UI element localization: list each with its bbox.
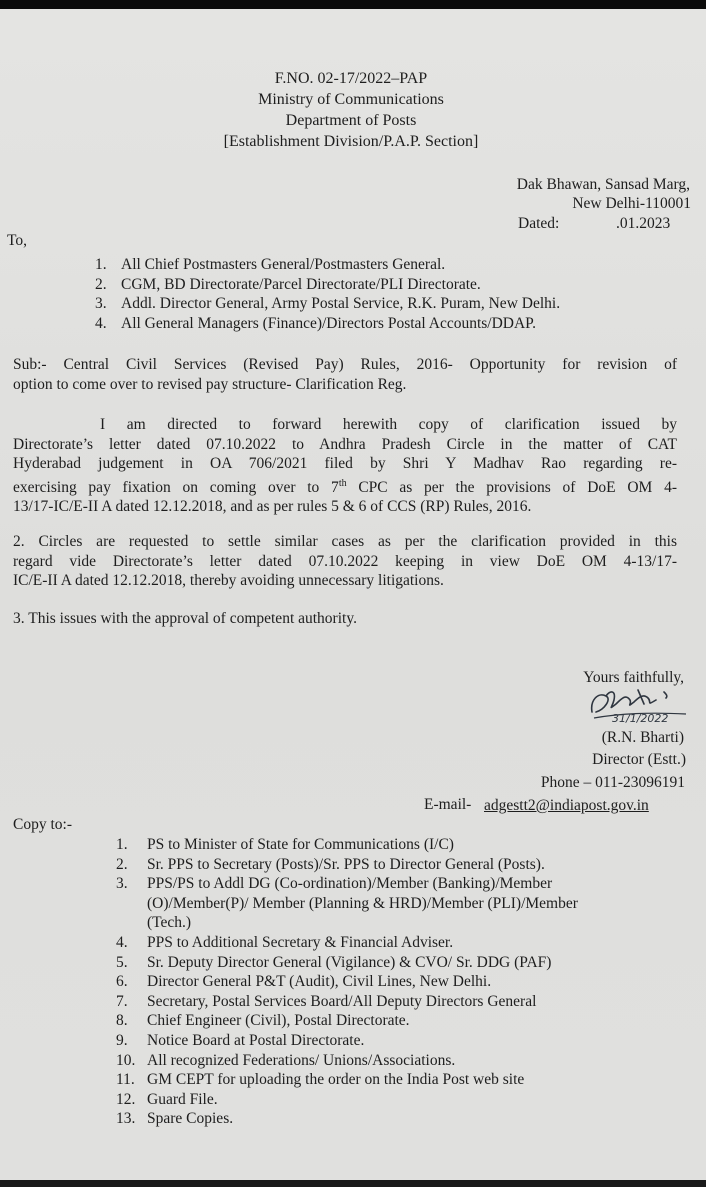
- para1-line-1: I am directed to forward herewith copy of clarification issued by: [100, 416, 677, 433]
- recipient-text: CGM, BD Directorate/Parcel Directorate/PLI Directorate.: [121, 275, 481, 293]
- division-name: [Establishment Division/P.A.P. Section]: [223, 133, 479, 150]
- body-paragraph-3: 3. This issues with the approval of competent authority.: [13, 610, 357, 627]
- address-line-1: Dak Bhawan, Sansad Marg,: [516, 176, 690, 193]
- recipient-number: 4.: [95, 314, 107, 332]
- copy-to-text: (Tech.): [147, 914, 192, 932]
- copy-to-number: 5.: [116, 953, 128, 971]
- department-name: Department of Posts: [285, 112, 417, 129]
- copy-to-number: 13.: [116, 1110, 136, 1128]
- copy-to-number: 4.: [116, 933, 128, 951]
- copy-to-label: Copy to:-: [13, 816, 72, 833]
- ministry-name: Ministry of Communications: [258, 91, 444, 108]
- to-label: To,: [7, 232, 28, 249]
- dated-value: .01.2023: [616, 215, 671, 232]
- recipient-text: All Chief Postmasters General/Postmasters General.: [121, 256, 446, 273]
- recipient-item: [95, 276, 560, 296]
- closing: Yours faithfully,: [583, 669, 684, 686]
- copy-to-text: Notice Board at Postal Directorate.: [147, 1031, 365, 1049]
- copy-to-item: [116, 954, 578, 974]
- copy-to-text: Spare Copies.: [147, 1110, 234, 1128]
- recipient-text: All General Managers (Finance)/Directors Postal Accounts/DDAP.: [121, 314, 536, 332]
- copy-to-text: (O)/Member(P)/ Member (Planning & HRD)/Member (PLI)/Member: [147, 894, 578, 912]
- subject-line-2: option to come over to revised pay structure- Clarification Reg.: [13, 375, 407, 393]
- body-paragraph-1: [13, 415, 677, 517]
- phone: Phone – 011-23096191: [540, 774, 685, 791]
- copy-to-item: [116, 1091, 578, 1111]
- copy-to-item: [116, 836, 578, 856]
- copy-to-number: 9.: [116, 1031, 128, 1049]
- copy-to-item: [116, 1071, 578, 1091]
- copy-to-number: 7.: [116, 992, 128, 1010]
- para1-line-4a: exercising pay fixation on coming over to 7: [13, 478, 339, 496]
- recipient-number: 3.: [95, 295, 107, 312]
- recipient-number: 2.: [95, 275, 107, 293]
- body-paragraph-2: [13, 532, 677, 591]
- recipient-item: [95, 256, 560, 276]
- dated-label: Dated:: [518, 215, 560, 232]
- signatory-designation: Director (Estt.): [592, 751, 686, 768]
- copy-to-item: [116, 993, 578, 1013]
- para2-line-2: regard vide Directorate’s letter dated 07.10.2022 keeping in view DoE OM 4-13/17-: [13, 552, 677, 570]
- copy-to-text: Guard File.: [147, 1090, 218, 1108]
- para2-line-3: IC/E-II A dated 12.12.2018, thereby avoiding unnecessary litigations.: [13, 572, 444, 589]
- copy-to-text: GM CEPT for uploading the order on the India Post web site: [147, 1071, 525, 1089]
- bottom-dark-edge: [0, 1180, 706, 1187]
- copy-to-item-continuation: [116, 914, 578, 934]
- copy-to-text: PPS/PS to Addl DG (Co-ordination)/Member (Banking)/Member: [147, 875, 553, 893]
- copy-to-text: Director General P&T (Audit), Civil Lines, New Delhi.: [147, 973, 492, 991]
- copy-to-list: [116, 836, 578, 1130]
- copy-to-text: Secretary, Postal Services Board/All Deputy Directors General: [147, 992, 537, 1010]
- copy-to-number: 1.: [116, 836, 128, 853]
- copy-to-text: All recognized Federations/ Unions/Associations.: [147, 1051, 456, 1069]
- copy-to-text: Sr. Deputy Director General (Vigilance) & CVO/ Sr. DDG (PAF): [147, 953, 552, 971]
- copy-to-text: Chief Engineer (Civil), Postal Directorate.: [147, 1012, 410, 1030]
- recipient-number: 1.: [95, 256, 107, 273]
- para1-line-4: [13, 474, 677, 498]
- copy-to-number: 6.: [116, 973, 128, 991]
- recipient-text: Addl. Director General, Army Postal Service, R.K. Puram, New Delhi.: [121, 295, 561, 312]
- recipient-list: [95, 256, 560, 334]
- signatory-name: (R.N. Bharti): [601, 729, 684, 746]
- copy-to-item: [116, 973, 578, 993]
- recipient-item: [95, 315, 560, 335]
- copy-to-item: [116, 1032, 578, 1052]
- para1-line-2: Directorate’s letter dated 07.10.2022 to Andhra Pradesh Circle in the matter of CAT: [13, 435, 677, 453]
- para2-line-1: 2. Circles are requested to settle similar cases as per the clarification provided in this: [13, 533, 677, 550]
- copy-to-text: PPS to Additional Secretary & Financial Adviser.: [147, 933, 454, 951]
- copy-to-number: 12.: [116, 1090, 136, 1108]
- copy-to-text: Sr. PPS to Secretary (Posts)/Sr. PPS to Director General (Posts).: [147, 855, 545, 873]
- copy-to-item: [116, 1052, 578, 1072]
- copy-to-item: [116, 934, 578, 954]
- copy-to-item: [116, 856, 578, 876]
- copy-to-item: [116, 1110, 578, 1130]
- subject: [13, 355, 677, 394]
- copy-to-item-continuation: [116, 895, 578, 915]
- address-line-2: New Delhi-110001: [572, 195, 691, 212]
- copy-to-number: 8.: [116, 1012, 128, 1030]
- file-number: F.NO. 02-17/2022–PAP: [274, 70, 428, 87]
- para1-line-5: 13/17-IC/E-II A dated 12.12.2018, and as per rules 5 & 6 of CCS (RP) Rules, 2016.: [13, 498, 532, 516]
- para1-line-3: Hyderabad judgement in OA 706/2021 filed by Shri Y Madhav Rao regarding re-: [13, 455, 677, 472]
- copy-to-number: 10.: [116, 1051, 136, 1069]
- copy-to-item: [116, 1012, 578, 1032]
- copy-to-item: [116, 875, 578, 895]
- handwritten-date: 31/1/2022: [612, 712, 669, 725]
- subject-line-1: Sub:- Central Civil Services (Revised Pay) Rules, 2016- Opportunity for revision of: [13, 356, 677, 373]
- copy-to-number: 11.: [116, 1071, 135, 1089]
- copy-to-number: 2.: [116, 855, 128, 873]
- para1-superscript: th: [338, 477, 347, 489]
- email-label: E-mail-: [424, 796, 472, 813]
- copy-to-number: 3.: [116, 875, 128, 893]
- para1-line-4b: CPC as per the provisions of DoE OM 4-: [346, 478, 677, 496]
- email-link[interactable]: adgestt2@indiapost.gov.in: [484, 797, 649, 814]
- copy-to-text: PS to Minister of State for Communications (I/C): [147, 836, 454, 853]
- top-dark-edge: [0, 0, 706, 9]
- recipient-item: [95, 295, 560, 315]
